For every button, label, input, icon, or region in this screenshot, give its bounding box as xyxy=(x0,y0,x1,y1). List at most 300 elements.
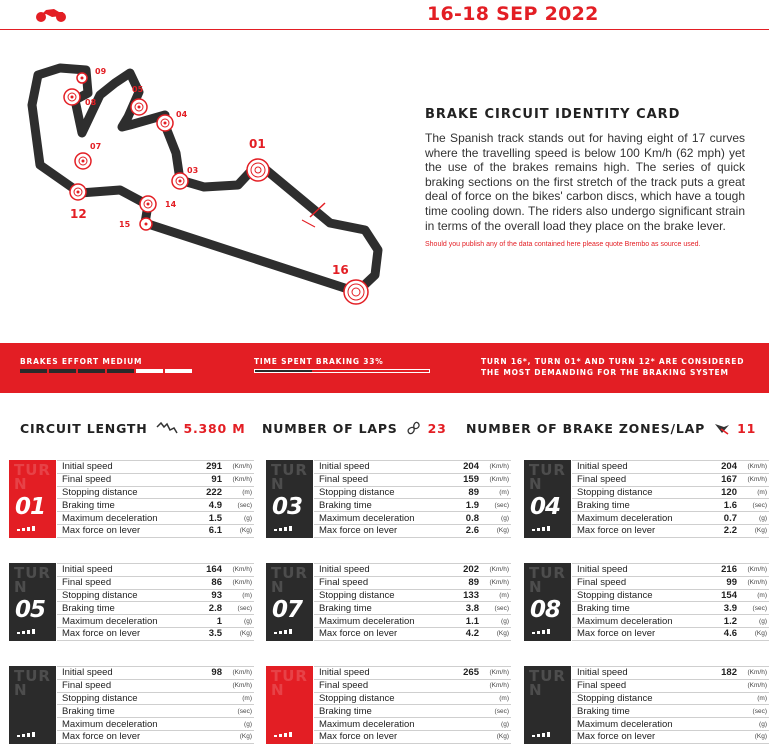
metric-unit: (sec) xyxy=(741,602,769,615)
metric-value: 2.8 xyxy=(196,602,226,615)
table-row xyxy=(572,461,769,474)
metric-label: Max force on lever xyxy=(314,524,453,537)
laps-loop-icon xyxy=(406,420,422,436)
metric-value xyxy=(711,692,741,705)
metric-label: Maximum deceleration xyxy=(572,512,711,525)
metric-label: Braking time xyxy=(572,602,711,615)
metric-unit: (m) xyxy=(741,486,769,499)
turn-label-08: 08 xyxy=(85,98,97,107)
demanding-line-1: TURN 16*, TURN 01* AND TURN 12* ARE CONSIDERED xyxy=(481,357,745,366)
table-row xyxy=(572,615,769,628)
turn-number: 08 xyxy=(530,597,561,623)
table-row xyxy=(572,627,769,640)
metric-unit: (Km/h) xyxy=(741,679,769,692)
metric-unit: (m) xyxy=(226,692,254,705)
circuit-length-stat xyxy=(20,419,245,437)
turn-badge xyxy=(524,563,571,641)
table-row xyxy=(314,667,511,680)
turn-watermark: TURN xyxy=(271,564,308,596)
metric-unit: (Km/h) xyxy=(741,461,769,474)
turn-card xyxy=(524,563,769,641)
turn-marker-08 xyxy=(64,89,80,105)
motorbike-icon xyxy=(34,5,68,23)
turn-watermark: TURN xyxy=(14,667,51,699)
metric-label: Stopping distance xyxy=(57,589,196,602)
metric-value: 291 xyxy=(196,461,226,474)
metric-value: 89 xyxy=(453,576,483,589)
metric-label: Maximum deceleration xyxy=(314,615,453,628)
table-row xyxy=(314,461,511,474)
table-row xyxy=(57,602,254,615)
metric-value: 2.6 xyxy=(453,524,483,537)
metric-label: Initial speed xyxy=(314,667,453,680)
metric-label: Final speed xyxy=(572,576,711,589)
metric-value: 164 xyxy=(196,564,226,577)
metric-label: Max force on lever xyxy=(314,730,453,743)
metric-unit: (Km/h) xyxy=(483,667,511,680)
table-row xyxy=(572,589,769,602)
turn-label-07: 07 xyxy=(90,142,102,151)
turn-data-table xyxy=(572,460,769,538)
metric-label: Maximum deceleration xyxy=(57,718,196,731)
metric-label: Braking time xyxy=(314,499,453,512)
metric-label: Max force on lever xyxy=(314,627,453,640)
turn-watermark: TURN xyxy=(14,564,51,596)
info-title: BRAKE CIRCUIT IDENTITY CARD xyxy=(425,107,681,122)
turn-label-05: 05 xyxy=(132,85,144,94)
turn-card xyxy=(266,460,511,538)
metric-unit: (sec) xyxy=(226,499,254,512)
brake-zones-label: NUMBER OF BRAKE ZONES/LAP xyxy=(466,420,706,436)
effort-segment xyxy=(78,369,105,373)
turn-watermark: TURN xyxy=(14,461,51,493)
metric-unit: (Km/h) xyxy=(226,564,254,577)
metric-unit: (sec) xyxy=(741,499,769,512)
metric-value xyxy=(196,692,226,705)
metric-value xyxy=(453,679,483,692)
metric-value xyxy=(196,705,226,718)
effort-segment xyxy=(49,369,76,373)
braking-time-fill xyxy=(255,370,312,372)
turn-intensity-icon xyxy=(17,629,35,634)
table-row xyxy=(57,499,254,512)
table-row xyxy=(314,499,511,512)
table-row xyxy=(57,473,254,486)
metric-unit: (g) xyxy=(483,615,511,628)
metric-label: Maximum deceleration xyxy=(314,512,453,525)
metric-label: Max force on lever xyxy=(572,524,711,537)
turn-marker-12 xyxy=(70,184,86,200)
metric-value: 1 xyxy=(196,615,226,628)
braking-time-label: TIME SPENT BRAKING 33% xyxy=(254,357,384,366)
event-date: 16-18 SEP 2022 xyxy=(427,3,599,25)
turn-number: 01 xyxy=(15,494,46,520)
metric-unit: (Km/h) xyxy=(483,576,511,589)
metric-unit: (Km/h) xyxy=(741,576,769,589)
metric-value xyxy=(453,730,483,743)
metric-value: 91 xyxy=(196,473,226,486)
metric-label: Final speed xyxy=(314,679,453,692)
turn-watermark: TURN xyxy=(271,667,308,699)
effort-segment xyxy=(165,369,192,373)
metric-value: 2.2 xyxy=(711,524,741,537)
metric-label: Braking time xyxy=(57,602,196,615)
table-row xyxy=(572,679,769,692)
turn-badge xyxy=(9,666,56,744)
metric-unit: (Km/h) xyxy=(483,679,511,692)
metric-label: Braking time xyxy=(57,499,196,512)
turn-badge xyxy=(9,563,56,641)
metric-label: Stopping distance xyxy=(57,692,196,705)
turn-intensity-icon xyxy=(532,732,550,737)
circuit-length-value: 5.380 M xyxy=(183,420,246,436)
metric-label: Stopping distance xyxy=(314,589,453,602)
metric-unit: (g) xyxy=(226,615,254,628)
effort-label: BRAKES EFFORT MEDIUM xyxy=(20,357,143,366)
turn-watermark: TURN xyxy=(529,667,566,699)
table-row xyxy=(314,576,511,589)
metric-unit: (m) xyxy=(483,589,511,602)
metric-label: Stopping distance xyxy=(572,589,711,602)
metric-unit: (g) xyxy=(226,512,254,525)
metric-label: Final speed xyxy=(314,576,453,589)
effort-segment xyxy=(107,369,134,373)
metric-unit: (g) xyxy=(741,718,769,731)
metric-unit: (Km/h) xyxy=(741,473,769,486)
metric-value: 204 xyxy=(453,461,483,474)
metric-value: 4.9 xyxy=(196,499,226,512)
metric-unit: (m) xyxy=(483,486,511,499)
metric-value: 265 xyxy=(453,667,483,680)
turn-watermark: TURN xyxy=(271,461,308,493)
metric-unit: (m) xyxy=(226,589,254,602)
table-row xyxy=(572,524,769,537)
metric-value: 120 xyxy=(711,486,741,499)
info-body: The Spanish track stands out for having eight of 17 curves where the travelling speed is below 100 Km/h (62 mph) yet the use of the brakes remains high. The series of quick braking sections on the first stretch of the track puts a great deal of force on the bikes' carbon discs, which have a tough time cooling down. The riders also undergo significant strain in terms of the overall load they place on the brake lever. xyxy=(425,131,745,233)
metric-unit: (Kg) xyxy=(741,524,769,537)
table-row xyxy=(57,576,254,589)
metric-value: 0.7 xyxy=(711,512,741,525)
table-row xyxy=(57,730,254,743)
metric-unit: (Kg) xyxy=(741,627,769,640)
turn-marker-01 xyxy=(247,159,269,181)
metric-unit: (Kg) xyxy=(483,730,511,743)
turn-number: 07 xyxy=(272,597,303,623)
metric-unit: (Kg) xyxy=(226,524,254,537)
metric-value: 133 xyxy=(453,589,483,602)
metric-unit: (Km/h) xyxy=(226,667,254,680)
metric-value: 6.1 xyxy=(196,524,226,537)
source-note: Should you publish any of the data contained here please quote Brembo as source used. xyxy=(425,241,701,249)
metric-value: 222 xyxy=(196,486,226,499)
metric-value: 1.1 xyxy=(453,615,483,628)
turn-card xyxy=(9,563,254,641)
metric-unit: (Km/h) xyxy=(741,564,769,577)
turn-label-01: 01 xyxy=(249,137,266,151)
turn-marker-16 xyxy=(344,280,368,304)
table-row xyxy=(572,486,769,499)
table-row xyxy=(572,705,769,718)
turn-data-table xyxy=(57,460,254,538)
turn-badge xyxy=(9,460,56,538)
metric-value: 154 xyxy=(711,589,741,602)
demanding-turns-note xyxy=(481,356,744,378)
turn-marker-07 xyxy=(75,153,91,169)
turn-intensity-icon xyxy=(17,732,35,737)
turn-card xyxy=(9,460,254,538)
table-row xyxy=(314,602,511,615)
turn-marker-15 xyxy=(140,218,152,230)
table-row xyxy=(314,524,511,537)
metric-label: Max force on lever xyxy=(57,524,196,537)
turn-badge xyxy=(524,460,571,538)
metric-label: Initial speed xyxy=(57,564,196,577)
turn-watermark: TURN xyxy=(529,564,566,596)
table-row xyxy=(314,627,511,640)
metric-value xyxy=(711,718,741,731)
metric-label: Braking time xyxy=(314,705,453,718)
table-row xyxy=(314,705,511,718)
track-squiggle-icon xyxy=(156,421,178,435)
turn-badge xyxy=(266,460,313,538)
table-row xyxy=(572,473,769,486)
table-row xyxy=(314,679,511,692)
metric-label: Braking time xyxy=(572,499,711,512)
metric-label: Braking time xyxy=(314,602,453,615)
turn-number: 03 xyxy=(272,494,303,520)
metric-label: Max force on lever xyxy=(57,627,196,640)
table-row xyxy=(57,718,254,731)
turn-intensity-icon xyxy=(274,526,292,531)
turn-data-table xyxy=(57,563,254,641)
metric-value: 93 xyxy=(196,589,226,602)
table-row xyxy=(572,692,769,705)
turn-number: 04 xyxy=(530,494,561,520)
metric-label: Stopping distance xyxy=(314,486,453,499)
table-row xyxy=(57,589,254,602)
metric-label: Final speed xyxy=(314,473,453,486)
metric-value: 3.5 xyxy=(196,627,226,640)
metric-unit: (sec) xyxy=(226,602,254,615)
metric-value: 204 xyxy=(711,461,741,474)
metric-value: 89 xyxy=(453,486,483,499)
metric-unit: (Kg) xyxy=(741,730,769,743)
metric-unit: (Km/h) xyxy=(226,461,254,474)
metric-unit: (Km/h) xyxy=(741,667,769,680)
turn-card xyxy=(266,666,511,744)
turn-data-table xyxy=(314,460,511,538)
metric-unit: (sec) xyxy=(741,705,769,718)
metric-label: Braking time xyxy=(57,705,196,718)
table-row xyxy=(314,564,511,577)
table-row xyxy=(572,512,769,525)
turn-card xyxy=(524,460,769,538)
table-row xyxy=(314,473,511,486)
table-row xyxy=(314,486,511,499)
turn-marker-05 xyxy=(131,99,147,115)
metric-label: Final speed xyxy=(572,679,711,692)
metric-label: Initial speed xyxy=(572,667,711,680)
turn-badge xyxy=(524,666,571,744)
turn-marker-14 xyxy=(140,196,156,212)
metric-unit: (m) xyxy=(741,692,769,705)
table-row xyxy=(57,564,254,577)
metric-value xyxy=(453,692,483,705)
metric-unit: (g) xyxy=(483,718,511,731)
brake-zone-icon xyxy=(713,421,731,435)
metric-label: Max force on lever xyxy=(57,730,196,743)
header-bar xyxy=(0,0,769,30)
metric-value: 99 xyxy=(711,576,741,589)
turn-badge xyxy=(266,666,313,744)
metric-value: 1.6 xyxy=(711,499,741,512)
metric-unit: (sec) xyxy=(226,705,254,718)
metric-label: Max force on lever xyxy=(572,730,711,743)
info-section xyxy=(425,107,745,248)
table-row xyxy=(57,512,254,525)
table-row xyxy=(57,679,254,692)
laps-value: 23 xyxy=(427,420,447,436)
metric-value xyxy=(196,679,226,692)
metric-label: Max force on lever xyxy=(572,627,711,640)
metric-unit: (Kg) xyxy=(226,730,254,743)
turn-intensity-icon xyxy=(17,526,35,531)
metric-value: 3.8 xyxy=(453,602,483,615)
table-row xyxy=(314,512,511,525)
circuit-length-label: CIRCUIT LENGTH xyxy=(20,420,148,436)
turn-data-table xyxy=(314,666,511,744)
turn-badge xyxy=(266,563,313,641)
table-row xyxy=(57,615,254,628)
turn-card xyxy=(524,666,769,744)
table-row xyxy=(57,667,254,680)
metric-value: 98 xyxy=(196,667,226,680)
turn-card xyxy=(266,563,511,641)
laps-label: NUMBER OF LAPS xyxy=(262,420,398,436)
demanding-line-2: THE MOST DEMANDING FOR THE BRAKING SYSTEM xyxy=(481,368,729,377)
metric-label: Initial speed xyxy=(314,461,453,474)
metric-value xyxy=(711,730,741,743)
table-row xyxy=(314,718,511,731)
metric-unit: (Km/h) xyxy=(226,473,254,486)
metric-unit: (Km/h) xyxy=(483,564,511,577)
track-outline xyxy=(32,68,378,292)
metric-unit: (g) xyxy=(226,718,254,731)
turn-intensity-icon xyxy=(274,732,292,737)
brake-summary-band xyxy=(0,343,769,393)
brake-zones-stat xyxy=(466,419,756,437)
metric-unit: (Kg) xyxy=(226,627,254,640)
table-row xyxy=(572,499,769,512)
metric-unit: (Km/h) xyxy=(483,473,511,486)
effort-segment xyxy=(136,369,163,373)
metric-value: 159 xyxy=(453,473,483,486)
metric-unit: (Km/h) xyxy=(483,461,511,474)
turn-label-09: 09 xyxy=(95,67,107,76)
metric-label: Maximum deceleration xyxy=(314,718,453,731)
metric-label: Initial speed xyxy=(57,667,196,680)
metric-label: Initial speed xyxy=(314,564,453,577)
metric-label: Initial speed xyxy=(572,564,711,577)
metric-label: Stopping distance xyxy=(57,486,196,499)
metric-label: Maximum deceleration xyxy=(57,615,196,628)
metric-label: Final speed xyxy=(57,473,196,486)
turn-marker-04 xyxy=(157,115,173,131)
turn-watermark: TURN xyxy=(529,461,566,493)
metric-unit: (g) xyxy=(741,615,769,628)
table-row xyxy=(57,461,254,474)
metric-label: Stopping distance xyxy=(572,486,711,499)
metric-unit: (sec) xyxy=(483,602,511,615)
table-row xyxy=(57,705,254,718)
metric-value: 1.5 xyxy=(196,512,226,525)
metric-value: 1.9 xyxy=(453,499,483,512)
metric-unit: (sec) xyxy=(483,705,511,718)
turn-intensity-icon xyxy=(532,526,550,531)
turn-number: 05 xyxy=(15,597,46,623)
turn-label-16: 16 xyxy=(332,263,349,277)
metric-unit: (Km/h) xyxy=(226,679,254,692)
turn-intensity-icon xyxy=(532,629,550,634)
metric-label: Maximum deceleration xyxy=(57,512,196,525)
table-row xyxy=(314,692,511,705)
table-row xyxy=(572,718,769,731)
turn-marker-09 xyxy=(77,73,87,83)
effort-segment xyxy=(20,369,47,373)
metric-value: 202 xyxy=(453,564,483,577)
metric-unit: (g) xyxy=(483,512,511,525)
metric-value xyxy=(453,705,483,718)
metric-unit: (m) xyxy=(483,692,511,705)
turn-label-04: 04 xyxy=(176,110,188,119)
table-row xyxy=(314,589,511,602)
metric-value xyxy=(711,705,741,718)
metric-label: Final speed xyxy=(57,576,196,589)
metric-label: Final speed xyxy=(572,473,711,486)
turn-marker-03 xyxy=(172,173,188,189)
turn-intensity-icon xyxy=(274,629,292,634)
turn-label-12: 12 xyxy=(70,207,87,221)
table-row xyxy=(572,576,769,589)
metric-value xyxy=(711,679,741,692)
metric-label: Stopping distance xyxy=(572,692,711,705)
turn-data-table xyxy=(572,563,769,641)
metric-label: Initial speed xyxy=(572,461,711,474)
metric-unit: (Km/h) xyxy=(226,576,254,589)
metric-label: Initial speed xyxy=(57,461,196,474)
metric-label: Braking time xyxy=(572,705,711,718)
brake-zones-value: 11 xyxy=(737,420,757,436)
table-row xyxy=(572,667,769,680)
turn-label-15: 15 xyxy=(119,220,131,229)
metric-value: 4.6 xyxy=(711,627,741,640)
metric-value: 0.8 xyxy=(453,512,483,525)
table-row xyxy=(57,692,254,705)
metric-value: 216 xyxy=(711,564,741,577)
table-row xyxy=(314,730,511,743)
metric-value: 167 xyxy=(711,473,741,486)
table-row xyxy=(572,602,769,615)
turn-label-14: 14 xyxy=(165,200,177,209)
metric-value: 4.2 xyxy=(453,627,483,640)
turn-card xyxy=(9,666,254,744)
metric-label: Maximum deceleration xyxy=(572,615,711,628)
table-row xyxy=(572,564,769,577)
turn-label-03: 03 xyxy=(187,166,199,175)
laps-stat xyxy=(262,419,447,437)
metric-value: 86 xyxy=(196,576,226,589)
metric-unit: (Kg) xyxy=(483,524,511,537)
